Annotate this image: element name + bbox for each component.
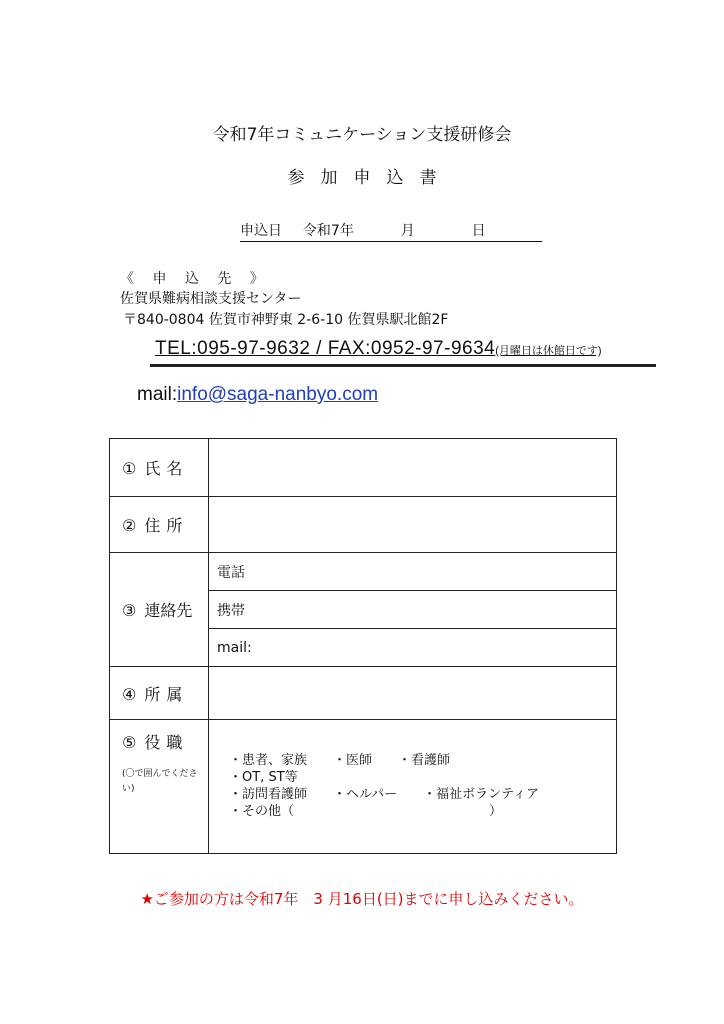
application-form-table bbox=[109, 438, 617, 854]
role-option[interactable]: ・患者、家族 ・医師 ・看護師 bbox=[229, 753, 451, 769]
role-number: ⑤ bbox=[122, 732, 137, 752]
closed-day-note: (月曜日は休館日です) bbox=[495, 345, 602, 357]
contact-number: ③ bbox=[122, 601, 137, 621]
name-number: ① bbox=[122, 459, 137, 479]
name-field[interactable] bbox=[209, 439, 617, 497]
role-option[interactable]: ・OT, ST等 bbox=[229, 770, 298, 786]
contact-row-phone bbox=[110, 553, 617, 591]
affiliation-label bbox=[110, 667, 209, 719]
mail-label: mail: bbox=[137, 384, 178, 405]
role-option[interactable]: ・訪問看護師 ・ヘルパー ・福祉ボランティア bbox=[229, 787, 540, 803]
page-title: 令和7年コミュニケーション支援研修会 bbox=[212, 125, 512, 145]
recipient-organization: 佐賀県難病相談支援センター bbox=[120, 291, 302, 307]
document-subtitle: 参加申込書 bbox=[287, 168, 453, 188]
role-row bbox=[110, 719, 617, 853]
contact-mail-field[interactable] bbox=[209, 629, 617, 667]
phone-field[interactable] bbox=[209, 553, 617, 591]
name-label bbox=[110, 439, 209, 497]
phone-label: 電話 bbox=[217, 564, 245, 581]
address-field[interactable] bbox=[209, 497, 617, 553]
role-options-field[interactable] bbox=[209, 719, 617, 853]
recipient-heading: 《 申 込 先 》 bbox=[120, 271, 271, 287]
address-label bbox=[110, 497, 209, 553]
name-row bbox=[110, 439, 617, 497]
role-option[interactable]: ・その他（ ） bbox=[229, 804, 503, 820]
mail-line bbox=[137, 384, 378, 406]
mail-link[interactable]: info@saga-nanbyo.com bbox=[177, 384, 379, 405]
mobile-label: 携帯 bbox=[217, 602, 245, 619]
role-note: (〇で囲んでください) bbox=[122, 768, 198, 794]
application-date-line bbox=[240, 220, 542, 242]
role-options bbox=[209, 752, 616, 820]
tel-fax-numbers: TEL:095-97-9632 / FAX:0952-97-9634 bbox=[155, 338, 496, 359]
affiliation-field[interactable] bbox=[209, 667, 617, 719]
role-label bbox=[110, 719, 209, 853]
mobile-field[interactable] bbox=[209, 591, 617, 629]
recipient-address: 〒840-0804 佐賀市神野東 2-6-10 佐賀県駅北館2F bbox=[123, 312, 449, 328]
name-text: 氏名 bbox=[144, 459, 189, 479]
role-text: 役職 bbox=[144, 732, 189, 752]
date-era: 令和7年 bbox=[302, 223, 354, 239]
affiliation-text: 所属 bbox=[144, 684, 189, 704]
address-text: 住所 bbox=[144, 516, 189, 536]
tel-fax-line bbox=[155, 338, 602, 360]
affiliation-row bbox=[110, 667, 617, 719]
address-row bbox=[110, 497, 617, 553]
contact-label bbox=[110, 553, 209, 667]
address-number: ② bbox=[122, 516, 137, 536]
date-month: 月 bbox=[400, 223, 415, 239]
date-day: 日 bbox=[471, 223, 486, 239]
deadline-notice: ★ご参加の方は令和7年 3 月16日(日)までに申し込みください。 bbox=[140, 890, 584, 908]
divider bbox=[150, 364, 656, 367]
contact-mail-label: mail: bbox=[217, 639, 252, 656]
affiliation-number: ④ bbox=[122, 684, 137, 704]
contact-text: 連絡先 bbox=[144, 601, 193, 621]
date-label: 申込日 bbox=[240, 223, 282, 239]
